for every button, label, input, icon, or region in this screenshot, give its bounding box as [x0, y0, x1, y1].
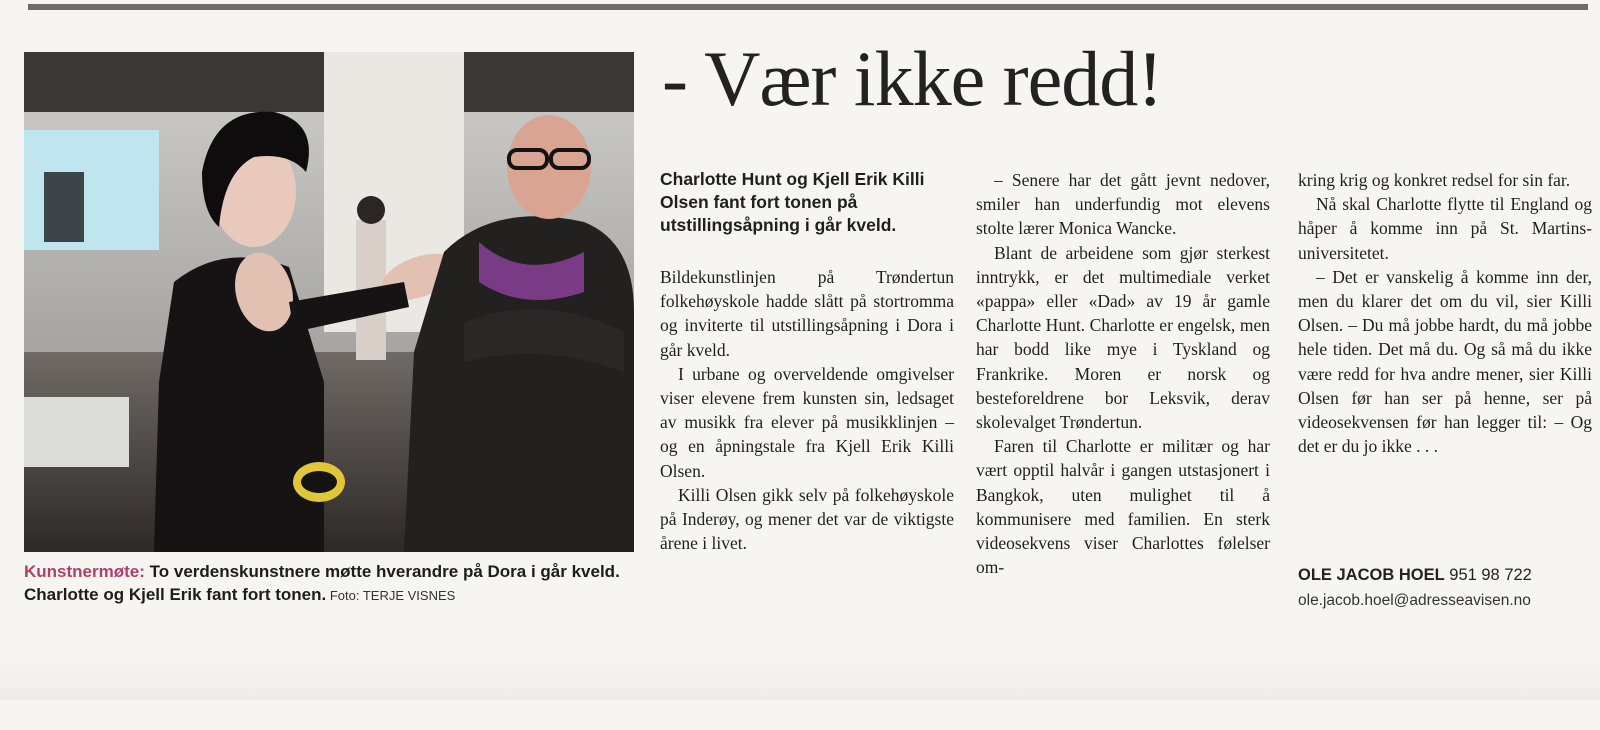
top-rule — [28, 4, 1588, 10]
body-paragraph: Bildekunstlinjen på Trøndertun folkehøyskole hadde slått på stortromma og inviterte til utstillingsåpning i Dora i går kveld. — [660, 267, 954, 360]
article-column-2 — [976, 168, 1270, 579]
article-photo — [24, 52, 634, 552]
byline — [1298, 566, 1532, 585]
body-paragraph: Killi Olsen gikk selv på folkehøyskole på Inderøy, og mener det var de viktigste årene i livet. — [660, 484, 954, 554]
article-column-3 — [1298, 168, 1592, 458]
photo-credit: Foto: TERJE VISNES — [326, 588, 456, 603]
lead-paragraph: Charlotte Hunt og Kjell Erik Killi Olsen fant fort tonen på utstillingsåpning i går kveld. — [660, 169, 925, 235]
body-paragraph: Nå skal Charlotte flytte til England og håper å komme inn på St. Martins-universitetet. — [1298, 194, 1592, 263]
body-paragraph: Blant de arbeidene som gjør sterkest inntrykk, er det multimediale verket «pappa» eller «Dad» av 19 år gamle Charlotte Hunt. Charlotte er engelsk, men har bodd like mye i Tyskland og Frankrike. Moren er norsk og besteforeldrene bor Leksvik, derav skolevalget Trøndertun. — [976, 242, 1270, 433]
caption-text: To verdenskunstnere møtte hverandre på Dora i går kveld. Charlotte og Kjell Erik fant fort tonen. — [24, 562, 620, 604]
byline-phone: 951 98 722 — [1444, 566, 1532, 584]
body-paragraph: Faren til Charlotte er militær og har vært opptil halvår i gangen utstasjonert i Bangkok, uten mulighet til å kommunisere med familien. En sterk videosekvens viser Charlottes følelser om- — [976, 436, 1270, 578]
page-bottom-edge — [0, 660, 1600, 700]
caption-label: Kunstnermøte: — [24, 562, 145, 581]
body-paragraph: kring krig og konkret redsel for sin far. — [1298, 170, 1571, 190]
photo-caption — [24, 560, 634, 607]
byline-email: ole.jacob.hoel@adresseavisen.no — [1298, 592, 1531, 609]
body-paragraph: I urbane og overveldende omgivelser viser elevene frem kunsten sin, ledsaget av musikk fra elever på musikklinjen – og en åpningstale fra Kjell Erik Killi Olsen. — [660, 363, 954, 481]
body-paragraph: – Senere har det gått jevnt nedover, smiler han underfundig mot elevens stolte lærer Monica Wancke. — [976, 170, 1270, 239]
article-column-1 — [660, 168, 954, 555]
headline: - Vær ikke redd! — [662, 35, 1163, 122]
body-paragraph: – Det er vanskelig å komme inn der, men du klarer det om du vil, sier Killi Olsen. – Du må jobbe hardt, du må jobbe hele tiden. Det må du. Og så må du ikke være redd for hva andre mener, sier Killi Olsen før han ser på henne, ser på videosekvensen før han legger til: – Og det er du jo ikke . . . — [1298, 266, 1592, 457]
byline-name: OLE JACOB HOEL — [1298, 566, 1445, 584]
exhibition-photo-illustration — [24, 52, 634, 552]
